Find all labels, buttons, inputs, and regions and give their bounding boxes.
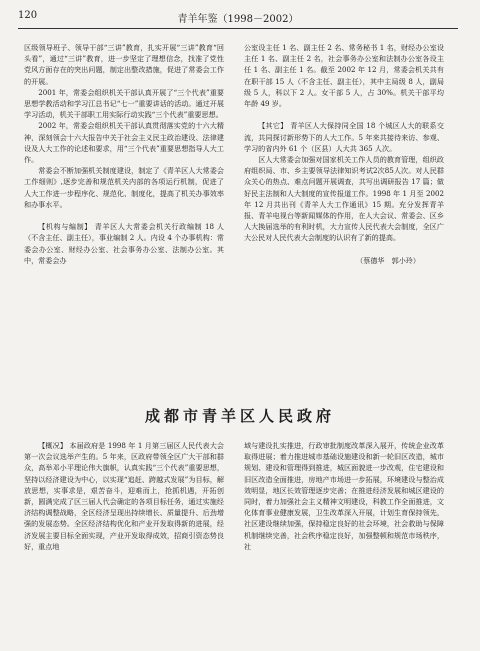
section-title: 成都市青羊区人民政府 bbox=[144, 407, 335, 425]
paragraph: 【其它】 青羊区人大保持同全国 18 个城区人大的联系交流，共同探讨新形势下的人大工作。5 年来共接待来访、参观、学习的省内外 61 个（区县）人大共 365 人次。 bbox=[244, 121, 444, 153]
paragraph: 2002 年，常委会组织机关干部认真贯彻落实党的十六大精神，深刻领会十六大报告中关于社会主义民主政治建设、法律建设及人大工作的论述和要求，用“三个代表”重要思想指导人大工作。 bbox=[24, 121, 224, 165]
paragraph: 常委会不断加强机关制度建设，制定了《青羊区人大常委会工作细则》,逐步完善和规范机关内部的各项运行机制，促进了人大工作进一步程序化、规范化、制度化，提高了机关办事效率和办事水平。 bbox=[24, 166, 224, 209]
paragraph: 【机构与编制】 青羊区人大常委会机关行政编制 18 人（不含主任、副主任），事业编制 2 人。内设 4 个办事机构：常委会办公室、财经办公室、社会事务办公室、法制办公室。其中，常委会办 bbox=[24, 222, 224, 265]
paragraph-spacer bbox=[244, 244, 444, 255]
page-header bbox=[18, 8, 458, 29]
paragraph-spacer bbox=[24, 210, 224, 221]
lower-left-column bbox=[24, 440, 224, 645]
paragraph: 【概况】 本届政府是 1998 年 1 月第三届区人民代表大会第一次会议选举产生的。5 年来，区政府带领全区广大干部和群众，高举邓小平理论伟大旗帜，认真实践“三个代表”重要思想，坚持以经济建设为中心，以实现“追赶、跨越式发展”为目标，解放思想，实事求是，艰苦奋斗，迎难而上，抢抓机遇，开拓创新，圆满完成了区三届人代会确定的各项目标任务，通过实施经济结构调整战略，全区经济呈现出持续增长、质量提升、后劲增强的发展态势。全区经济结构优化和产业开发取得新的进展，经济发展主要目标全面实现，产业开发取得成效，招商引资态势良好，重点地 bbox=[24, 441, 224, 551]
paragraph: 区级领导班子、领导干部“三讲”教育，扎实开展“三讲”教育“回头看”，通过“三讲”教育，进一步坚定了理想信念，找准了党性党风方面存在的突出问题，制定出整改措施，促进了常委会工作的开展。 bbox=[24, 43, 224, 86]
upper-left-column bbox=[24, 42, 224, 384]
author-signature: （蔡德华 郭小玲） bbox=[356, 255, 420, 265]
paragraph: 2001 年，常委会组织机关干部认真开展了“三个代表”重要思想学教活动和学习江总书记“七一”重要讲话的活动。通过开展学习活动，机关干部职工用实际行动实践“三个代表”重要思想。 bbox=[24, 87, 224, 120]
paragraph: 域与建设扎实推进，行政审批制度改革深入展开，传统企业改革取得进展；着力推进城市基础设施建设和新一轮旧区改造，城市规划、建设和管理得到推进，城区面貌进一步改观，住宅建设和旧区改造全面推进，房地产市场进一步拓展，环境建设与整治成效明显，地区长效管理逐步完善；在推进经济发展和城区建设的同时，着力加强社会主义精神文明建设，科教工作全面推进，文化体育事业健康发展，卫生改革深入开展，计划生育保持领先，社区建设继续加强，保持稳定良好的社会环境，社会救助与保障机制继续完善，社会秩序稳定良好，加强整顿和规范市场秩序，社 bbox=[244, 441, 444, 551]
paragraph-spacer bbox=[244, 109, 444, 120]
paragraph: 公室设主任 1 名、副主任 2 名、常务秘书 1 名，财经办公室设主任 1 名、副主任 2 名，社会事务办公室和法制办公室各设主任 1 名、副主任 1 名。截至 2002 年 12 月，常委会机关共有在职干部 15 人（不含主任、副主任），其中主局级 8 人，副局级 5 人，科以下 2 人。女干部 5 人，占 30%。机关干部平均年龄 49 岁。 bbox=[244, 43, 444, 109]
running-title: 青羊年鉴（1998－2002） bbox=[177, 14, 299, 25]
lower-right-column bbox=[244, 440, 444, 645]
upper-right-column bbox=[244, 42, 444, 384]
page-number: 120 bbox=[18, 10, 38, 21]
paragraph: 区人大常委会加强对国家机关工作人员的教育管理，组织政府组织局、市、乡主要领导法律知识考试2次85人次。对人民群众关心的热点、难点问题开展调查，共写出调研报告 17 篇；做好民主法制和人大制度的宣传报道工作。1998 年 1 月至 2002 年 12 月共出刊《青羊人大工作通讯》15 期。充分发挥青羊报、青羊电视台等新闻媒体的作用，在人大会议、常委会、区乡人大换届选举的有利时机，大力宣传人民代表大会制度，全区广大公民对人民代表大会制度的认识有了新的提高。 bbox=[244, 155, 444, 243]
